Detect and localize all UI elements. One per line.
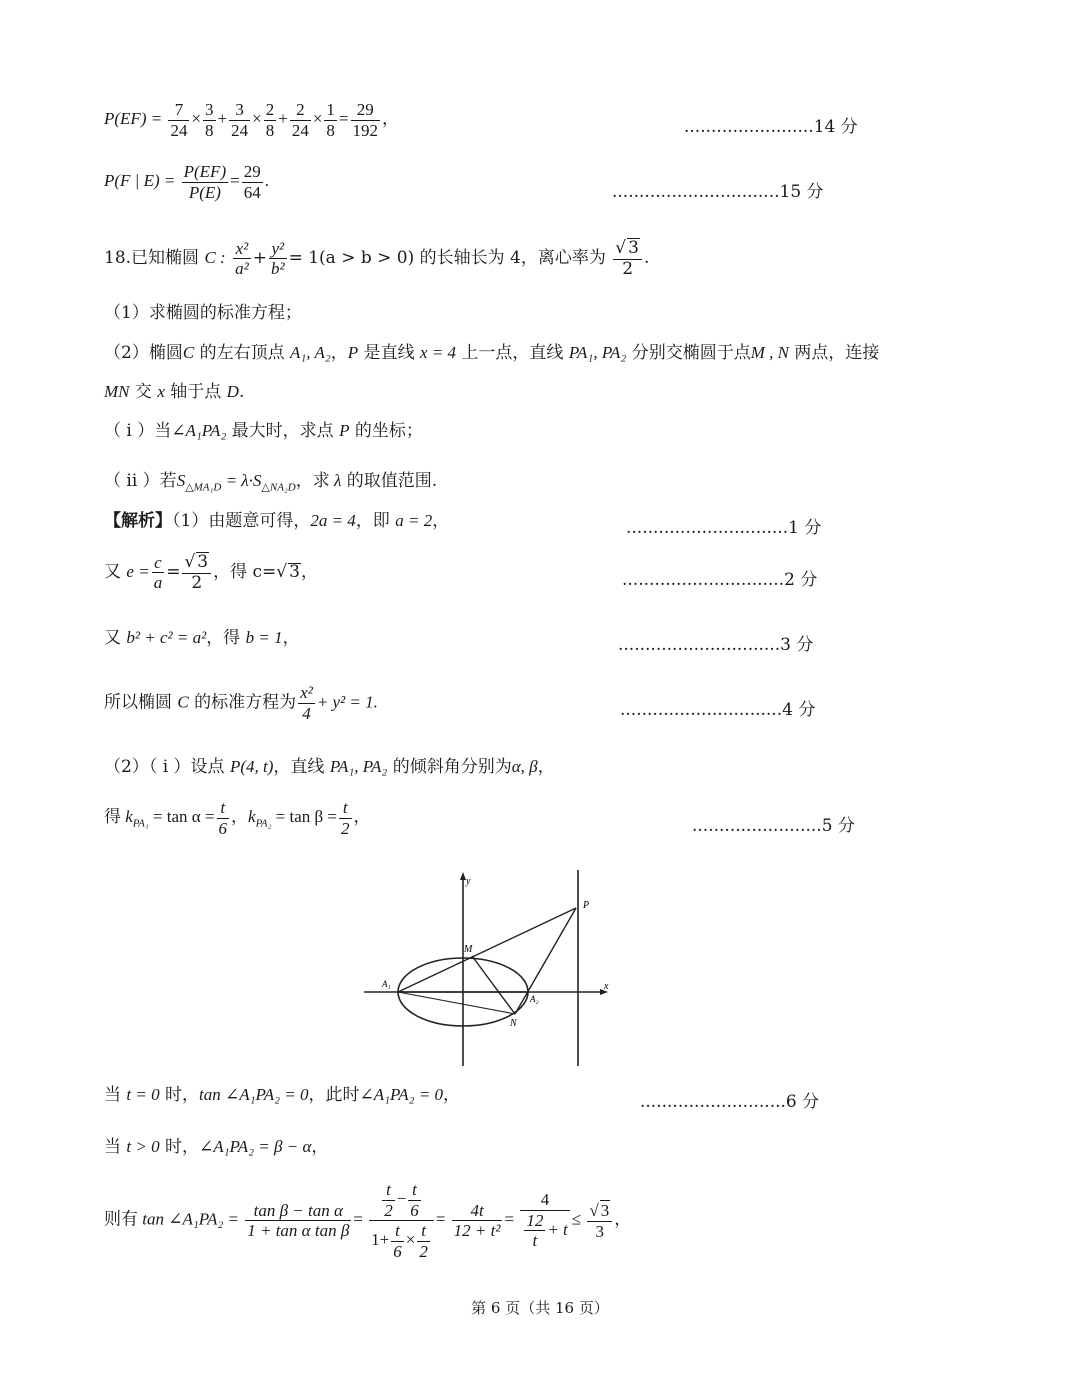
text: 上一点，直线 xyxy=(456,343,569,363)
text: ， xyxy=(231,806,249,826)
frac-2-8: $\frac{2}{8}$ xyxy=(265,100,275,140)
text: ，求 xyxy=(295,471,330,491)
line-pa1 xyxy=(398,908,576,992)
q18-part2 xyxy=(104,344,879,362)
label-x: x xyxy=(604,981,609,992)
math: e = xyxy=(126,562,150,582)
math: ∠A₁PA₂ = β − α xyxy=(199,1137,312,1156)
text: 时， xyxy=(159,1085,200,1105)
line-pa2 xyxy=(515,908,576,1014)
text: ， xyxy=(282,628,300,648)
math: P(4, t) xyxy=(229,757,274,776)
score-15: ...............................15 分 xyxy=(612,182,824,202)
text: 的标准方程为 xyxy=(188,692,297,713)
math: a = 2 xyxy=(395,511,433,530)
q18-sub-ii xyxy=(104,472,437,493)
math: P xyxy=(339,421,350,440)
solution-label: 【解析】 xyxy=(104,511,172,531)
math: b² + c² = a² xyxy=(126,628,207,647)
math: △MA₁D xyxy=(185,481,222,494)
q1-text: （1）求椭圆的标准方程； xyxy=(104,303,302,323)
solution-t0 xyxy=(104,1086,460,1104)
text: （2）椭圆 xyxy=(104,343,183,363)
label-m: M xyxy=(464,944,473,955)
math: = tan α = xyxy=(148,806,215,826)
text: 的坐标； xyxy=(349,421,423,441)
frac-2-24: $\frac{2}{24}$ xyxy=(291,100,309,140)
op: = xyxy=(504,1209,515,1229)
q18-cond: = 1(a > b > 0) 的长轴长为 4，离心率为 xyxy=(288,248,606,269)
op: = xyxy=(435,1209,446,1229)
q18-part2-line2 xyxy=(104,383,244,401)
pfe-prefix: P(F | E) = xyxy=(104,170,176,190)
text: （ i ）当 xyxy=(104,421,172,441)
frac-compound: $\frac{t}{2}$ − $\frac{t}{6}$ 1+ $\frac{t}{6}$ × $\frac{t}{2}$ xyxy=(369,1180,434,1261)
ellipse-figure xyxy=(360,868,620,1068)
q18-c: C : xyxy=(204,248,226,268)
page-footer: 第 6 页（共 16 页） xyxy=(471,1299,609,1317)
math: C xyxy=(177,692,189,712)
math: ∠A₁PA₂ = 0 xyxy=(359,1085,443,1104)
math: D xyxy=(226,382,239,401)
q18-sub-i xyxy=(104,422,423,440)
frac-t-6: $\frac{t}{6}$ xyxy=(218,798,228,838)
text: 则有 xyxy=(104,1209,143,1229)
solution-1 xyxy=(104,512,449,530)
pef-line xyxy=(104,100,399,140)
math: PA₂ xyxy=(255,817,272,830)
q18-part1 xyxy=(104,305,302,322)
text: （ ii ）若 xyxy=(104,471,177,491)
score-1: ..............................1 分 xyxy=(626,518,822,538)
math: α, β xyxy=(511,757,538,776)
math: A₁, A₂ xyxy=(289,343,331,362)
pfe-line xyxy=(104,162,269,202)
text: ，此时 xyxy=(308,1085,360,1105)
text: ，得 c= xyxy=(213,562,277,583)
line-mn xyxy=(472,956,515,1014)
op: = xyxy=(338,108,349,128)
frac-1-8: $\frac{1}{8}$ xyxy=(326,100,335,140)
op: × xyxy=(191,108,202,128)
text: ，得 xyxy=(206,628,246,648)
text: 又 xyxy=(104,628,127,648)
math: = λ·S xyxy=(221,471,262,490)
text: 两点，连接 xyxy=(788,343,880,363)
frac-4t: $\frac{4t}{\text{12 + t²}}$ xyxy=(453,1200,501,1241)
frac-3-8: $\frac{3}{8}$ xyxy=(205,100,214,140)
op: ≤ xyxy=(571,1209,582,1229)
frac-pef-pe: $\frac{P(EF)}{P(E)}$ xyxy=(183,162,227,202)
score-3: ..............................3 分 xyxy=(618,635,814,655)
text: 所以椭圆 xyxy=(104,692,178,713)
op: = xyxy=(353,1209,363,1229)
q18-line xyxy=(104,238,649,279)
text: 又 xyxy=(104,562,127,583)
score-5: ........................5 分 xyxy=(692,816,855,836)
math: △NA₂D xyxy=(261,481,296,494)
text: 得 xyxy=(104,806,126,826)
text: ， xyxy=(311,1137,329,1157)
label-a1: A₁ xyxy=(382,979,391,989)
solution-b xyxy=(104,629,300,647)
punct: . xyxy=(643,248,650,269)
text: 的倾斜角分别为 xyxy=(387,757,512,777)
math: x = 4 xyxy=(419,343,457,362)
punct: ， xyxy=(382,108,400,128)
op: = xyxy=(230,170,240,190)
frac-29-64: $\frac{29}{64}$ xyxy=(243,162,261,202)
frac-t-2: $\frac{t}{2}$ xyxy=(341,798,350,838)
math: PA₁, PA₂ xyxy=(329,757,388,776)
op: + xyxy=(217,108,228,128)
frac-3-24: $\frac{3}{24}$ xyxy=(231,100,249,140)
frac-sqrt3-3: $\frac{√ 3}{3}$ xyxy=(587,1200,612,1241)
solution-p2 xyxy=(104,758,555,776)
math: ∠A₁PA₂ xyxy=(171,421,227,440)
solution-k xyxy=(104,798,371,838)
math: λ xyxy=(329,471,342,490)
text: 分别交椭圆于点 xyxy=(626,343,751,363)
op: × xyxy=(312,108,323,128)
math: tan ∠A₁PA₂ = xyxy=(142,1209,239,1229)
label-y: y xyxy=(466,876,471,887)
op: + xyxy=(252,248,267,269)
text: ，即 xyxy=(355,511,396,531)
op: + xyxy=(278,108,288,128)
math: C xyxy=(182,343,195,362)
text: ， xyxy=(537,757,555,777)
math: k xyxy=(125,806,133,826)
text: ， xyxy=(353,806,371,826)
math: + y² = 1. xyxy=(316,692,378,712)
solution-std xyxy=(104,683,378,723)
solution-tan xyxy=(104,1180,631,1261)
math: k xyxy=(248,806,256,826)
math: PA₁, PA₂ xyxy=(568,343,627,362)
frac-c-a: $\frac{c}{a}$ xyxy=(153,552,163,593)
math: PA₁ xyxy=(132,817,149,830)
frac-sqrt3-2: $\frac{√ 3}{2}$ xyxy=(613,238,642,279)
math: tan ∠A₁PA₂ = 0 xyxy=(199,1085,309,1104)
frac-y2-b2: $\frac{\text{y²}}{\text{b²}}$ xyxy=(270,238,285,279)
text: 的取值范围. xyxy=(341,471,438,491)
frac-sqrt3-2b: $\frac{√ 3}{2}$ xyxy=(182,552,211,593)
q18-prefix: 18.已知椭圆 xyxy=(104,248,200,269)
text: ， xyxy=(330,343,348,363)
punct: . xyxy=(264,170,269,190)
op: = xyxy=(166,562,181,583)
math: x xyxy=(157,382,165,401)
label-p: P xyxy=(583,900,590,911)
frac-x2-a2: $\frac{\text{x²}}{\text{a²}}$ xyxy=(235,238,249,279)
text: 时， xyxy=(159,1137,200,1157)
text: ，直线 xyxy=(273,757,330,777)
text: 的左右顶点 xyxy=(194,343,290,363)
label-n: N xyxy=(510,1018,517,1029)
frac-4-12t: 4 $\frac{12}{t}$ + t xyxy=(520,1190,569,1251)
text: ， xyxy=(300,562,318,583)
math: MN xyxy=(104,382,130,401)
math: b = 1 xyxy=(245,628,283,647)
line-a1n2 xyxy=(398,992,515,1014)
score-4: ..............................4 分 xyxy=(620,700,816,720)
label-a2: A₂ xyxy=(530,994,539,1004)
text: （1）由题意可得， xyxy=(172,511,311,531)
math: P xyxy=(347,343,359,362)
op: × xyxy=(252,108,262,128)
math: t = 0 xyxy=(126,1085,160,1104)
solution-e xyxy=(104,552,318,593)
text: . xyxy=(238,382,245,402)
score-6: ...........................6 分 xyxy=(640,1092,820,1112)
pef-prefix: P(EF) = xyxy=(104,108,163,128)
text: 当 xyxy=(104,1137,127,1157)
math: t > 0 xyxy=(126,1137,160,1156)
math: S xyxy=(176,471,186,490)
solution-tpos xyxy=(104,1138,328,1156)
score-2: ..............................2 分 xyxy=(622,570,818,590)
math: 2a = 4 xyxy=(310,511,356,530)
math: = tan β = xyxy=(271,806,338,826)
text: （2）（ i ）设点 xyxy=(104,757,230,777)
text: 当 xyxy=(104,1085,127,1105)
score-14: ........................14 分 xyxy=(684,117,858,137)
frac-29-192: $\frac{29}{192}$ xyxy=(352,100,379,140)
frac-tan: $\frac{\text{tan β − tan α}}{\text{1 + tan α tan β}}$ xyxy=(247,1200,350,1241)
text: ， xyxy=(443,1085,460,1105)
text: 最大时，求点 xyxy=(226,421,340,441)
text: 是直线 xyxy=(358,343,420,363)
sqrt3: √ 3 xyxy=(276,562,300,583)
frac-x2-4: $\frac{\text{x²}}{4}$ xyxy=(300,683,313,723)
frac-7-24: $\frac{7}{24}$ xyxy=(170,100,188,140)
text: ， xyxy=(432,511,450,531)
punct: ， xyxy=(614,1209,632,1229)
math: M , N xyxy=(750,343,789,362)
text: 交 xyxy=(129,382,158,402)
text: 轴于点 xyxy=(164,382,227,402)
